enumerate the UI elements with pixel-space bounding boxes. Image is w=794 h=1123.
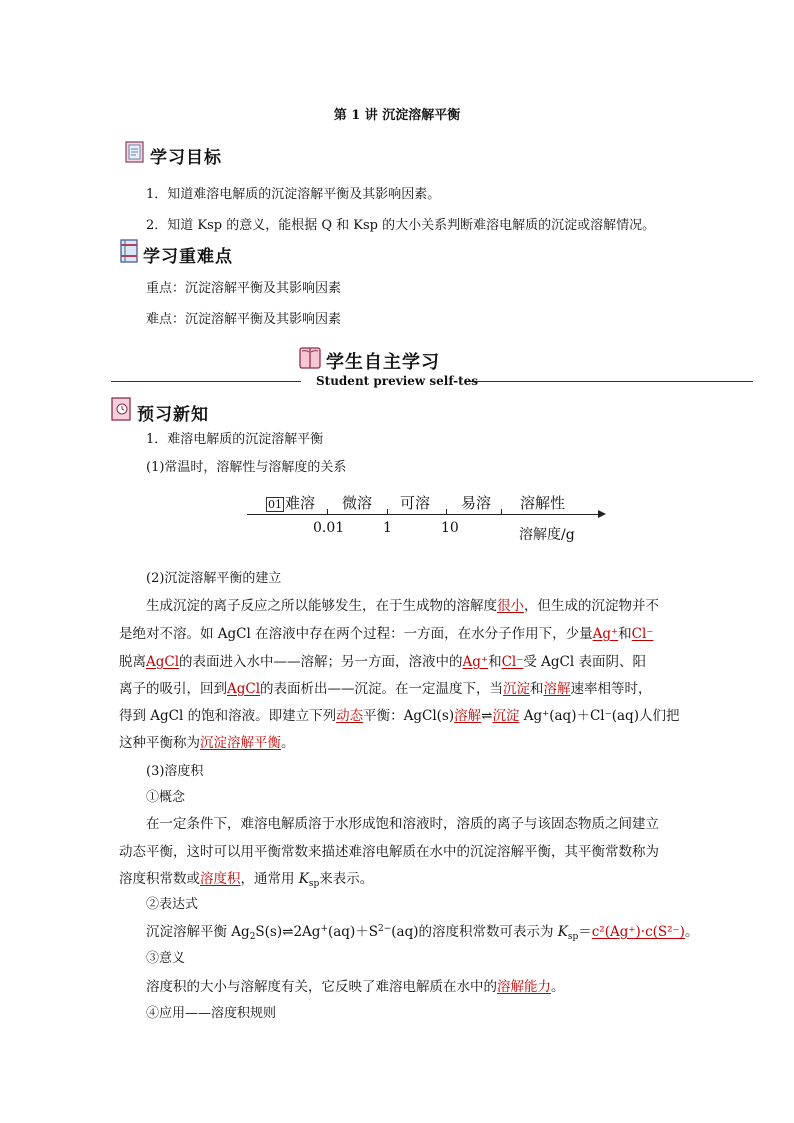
answer-blank: AgCl [146,654,180,670]
scale-tick-label: 0.01 [313,520,345,536]
paragraph-line: 得到 AgCl 的饱和溶液。即建立下列动态平衡：AgCl(s)溶解⇌沉淀 Ag⁺(aq)＋Cl⁻(aq)人们把 [119,708,680,724]
scale-axis-arrow [598,510,606,518]
scale-category-soluble: 可溶 [400,494,431,512]
notebook-alarm-icon [110,397,134,422]
answer-blank: Cl⁻ [501,654,524,670]
banner-heading: 学生自主学习 [326,352,440,373]
scale-category-easy: 易溶 [461,494,492,512]
scale-tick [387,509,388,515]
answer-blank: 很小 [497,598,524,614]
scale-category-slight: 微溶 [342,494,373,512]
goal-item-2: 2．知道 Ksp 的意义，能根据 Q 和 Ksp 的大小关系判断难溶电解质的沉淀或溶解情况。 [146,218,656,233]
answer-blank: 溶解能力 [497,979,551,995]
paragraph-line: 是绝对不溶。如 AgCl 在溶液中存在两个过程：一方面，在水分子作用下，少量Ag⁺和Cl⁻ [119,626,654,642]
preview-item-1: 1．难溶电解质的沉淀溶解平衡 [146,432,324,447]
answer-box-number: 01 [268,498,282,511]
scale-tick-label: 1 [383,520,392,536]
paragraph-line: 脱离AgCl的表面进入水中——溶解；另一方面，溶液中的Ag⁺和Cl⁻受 AgCl 表面阴、阳 [119,654,646,670]
scale-axis-unit: 溶解度/g [519,527,575,543]
paragraph-line: 在一定条件下，难溶电解质溶于水形成饱和溶液时，溶质的离子与该固态物质之间建立 [146,816,659,832]
section-heading-key: 学习重难点 [143,247,233,267]
scale-tick [501,509,502,515]
answer-blank: 溶解 [454,708,482,724]
answer-blank: 沉淀 [492,708,520,724]
paragraph-line: 溶度积的大小与溶解度有关，它反映了难溶电解质在水中的溶解能力。 [146,979,565,995]
preview-sub-2: (2)沉淀溶解平衡的建立 [146,571,282,586]
book-icon [124,140,146,164]
answer-blank: 沉淀溶解平衡 [200,735,281,751]
answer-blank: Ag⁺ [592,626,619,642]
difficult-point: 难点：沉淀溶解平衡及其影响因素 [146,312,342,327]
concept-heading: ①概念 [146,790,186,805]
answer-blank: 溶解 [543,681,571,697]
banner-subtitle: Student preview self-tes [315,374,479,388]
preview-sub-3: (3)溶度积 [146,764,204,779]
notebook-icon [118,239,140,263]
answer-blank: Ag⁺ [462,654,489,670]
preview-sub-1: (1)常温时，溶解性与溶解度的关系 [146,460,347,475]
expression-heading: ②表达式 [146,897,199,912]
answer-blank: AgCl [227,681,261,697]
scale-tick-label: 10 [441,520,459,536]
paragraph-line: 这种平衡称为沉淀溶解平衡。 [119,735,295,751]
paragraph-line: 动态平衡，这时可以用平衡常数来描述难溶电解质在水中的沉淀溶解平衡，其平衡常数称为 [119,844,659,860]
paragraph-line: 离子的吸引，回到AgCl的表面析出——沉淀。在一定温度下，当沉淀和溶解速率相等时， [119,681,652,697]
answer-blank: 沉淀 [503,681,531,697]
scale-tick [446,509,447,515]
paragraph-line: 沉淀溶解平衡 $Ag_2S(s)\rightleftharpoons 2Ag^+(aq)+S^{2-}(aq)$的溶度积常数可表示为 $K_{sp}=c^2(Ag^+)\cdot c(S^{2-})$。 [146,924,699,942]
section-heading-goals: 学习目标 [150,148,222,168]
scale-tick [327,509,328,515]
answer-blank: c²(Ag⁺)·c(S²⁻) [591,924,685,940]
goal-item-1: 1．知道难溶电解质的沉淀溶解平衡及其影响因素。 [146,187,441,202]
answer-blank: 溶度积 [200,871,241,887]
page-title: 第 1 讲 沉淀溶解平衡 [333,108,461,123]
section-heading-preview: 预习新知 [137,405,209,425]
paragraph-line: 生成沉淀的离子反应之所以能够发生，在于生成物的溶解度很小，但生成的沉淀物并不 [146,598,659,614]
answer-blank: Cl⁻ [631,626,654,642]
open-book-icon [298,345,322,371]
scale-axis-line [247,514,602,515]
application-heading: ④应用——溶度积规则 [146,1006,277,1021]
meaning-heading: ③意义 [146,951,186,966]
scale-axis-title: 溶解性 [520,494,566,512]
scale-category-insoluble: 01 难溶 [268,494,316,512]
answer-blank: 动态 [336,708,364,724]
paragraph-line: 溶度积常数或溶度积，通常用 $K_{sp}$来表示。 [119,871,374,889]
key-point: 重点：沉淀溶解平衡及其影响因素 [146,281,342,296]
